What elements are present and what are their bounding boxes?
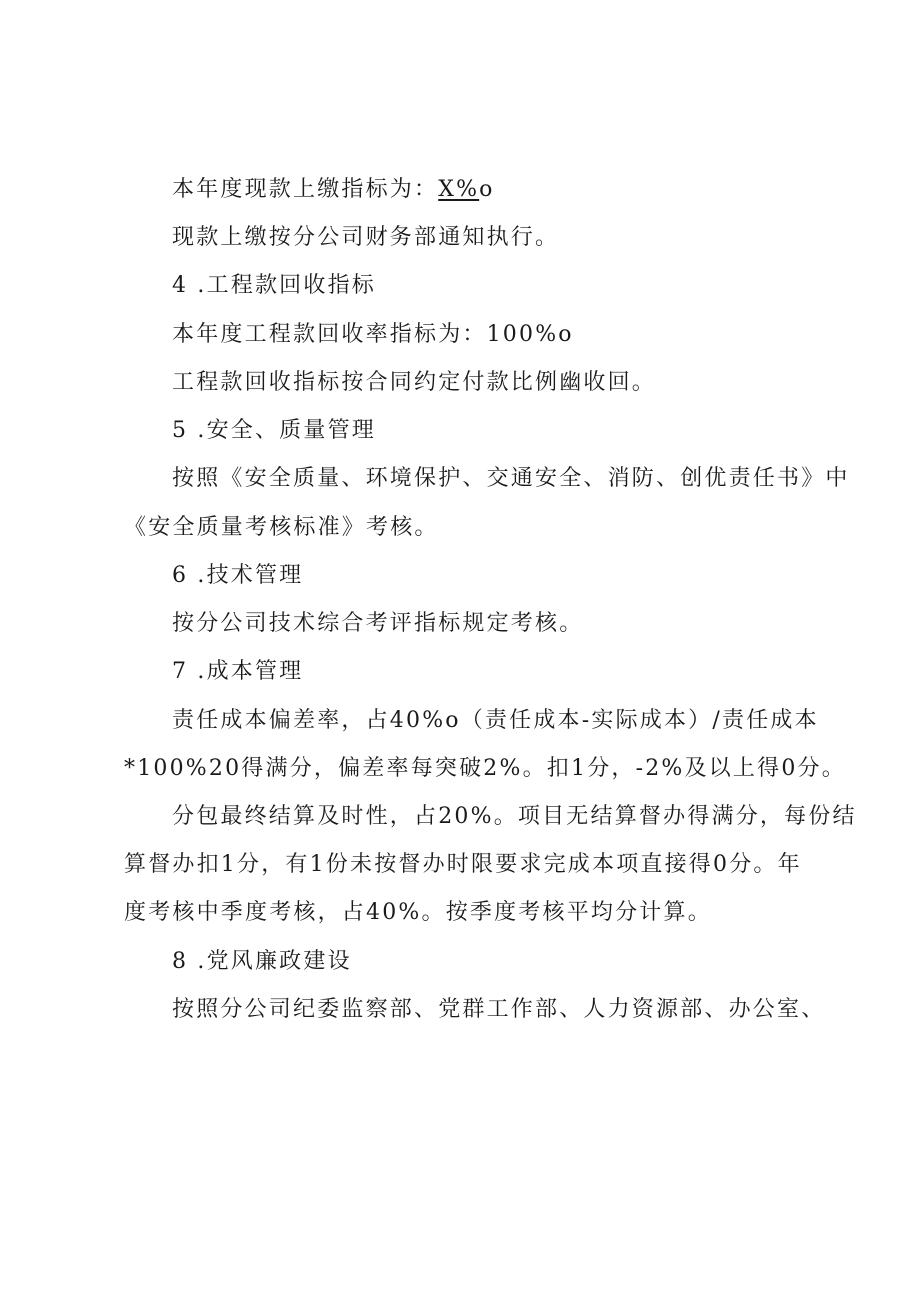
paragraph-cost-line-1: 责任成本偏差率，占40%o（责任成本-实际成本）/责任成本 bbox=[172, 708, 819, 733]
section-heading-8: 8 .党风廉政建设 bbox=[172, 949, 352, 974]
paragraph-cash-remittance-rule: 现款上缴按分公司财务部通知执行。 bbox=[172, 225, 560, 250]
paragraph-safety-line-1: 按照《安全质量、环境保护、交通安全、消防、创优责任书》中 bbox=[172, 466, 850, 491]
paragraph-settlement-line-1: 分包最终结算及时性，占20%。项目无结算督办得满分，每份结 bbox=[172, 804, 857, 829]
underlined-value: X% bbox=[438, 177, 480, 202]
paragraph-cash-remittance-target bbox=[0, 170, 920, 210]
text-segment: 本年度现款上缴指标为： bbox=[172, 177, 439, 202]
paragraph-settlement-line-3: 度考核中季度考核，占40%。按季度考核平均分计算。 bbox=[124, 900, 712, 925]
text-segment: o bbox=[479, 177, 495, 202]
section-heading-6: 6 .技术管理 bbox=[172, 563, 304, 588]
paragraph-collection-rule: 工程款回收指标按合同约定付款比例幽收回。 bbox=[172, 370, 657, 395]
section-heading-4: 4 .工程款回收指标 bbox=[172, 273, 376, 298]
paragraph-technical-management: 按分公司技术综合考评指标规定考核。 bbox=[172, 611, 584, 636]
paragraph-safety-line-2: 《安全质量考核标准》考核。 bbox=[124, 515, 439, 540]
paragraph-integrity-line-1: 按照分公司纪委监察部、党群工作部、人力资源部、办公室、 bbox=[172, 997, 826, 1022]
paragraph-collection-rate-target: 本年度工程款回收率指标为：100%o bbox=[172, 322, 574, 347]
paragraph-settlement-line-2: 算督办扣1分，有1份未按督办时限要求完成本项直接得0分。年 bbox=[124, 852, 802, 877]
paragraph-cost-line-2: *100%20得满分，偏差率每突破2%。扣1分，-2%及以上得0分。 bbox=[124, 756, 846, 781]
section-heading-5: 5 .安全、质量管理 bbox=[172, 418, 376, 443]
section-heading-7: 7 .成本管理 bbox=[172, 659, 304, 684]
